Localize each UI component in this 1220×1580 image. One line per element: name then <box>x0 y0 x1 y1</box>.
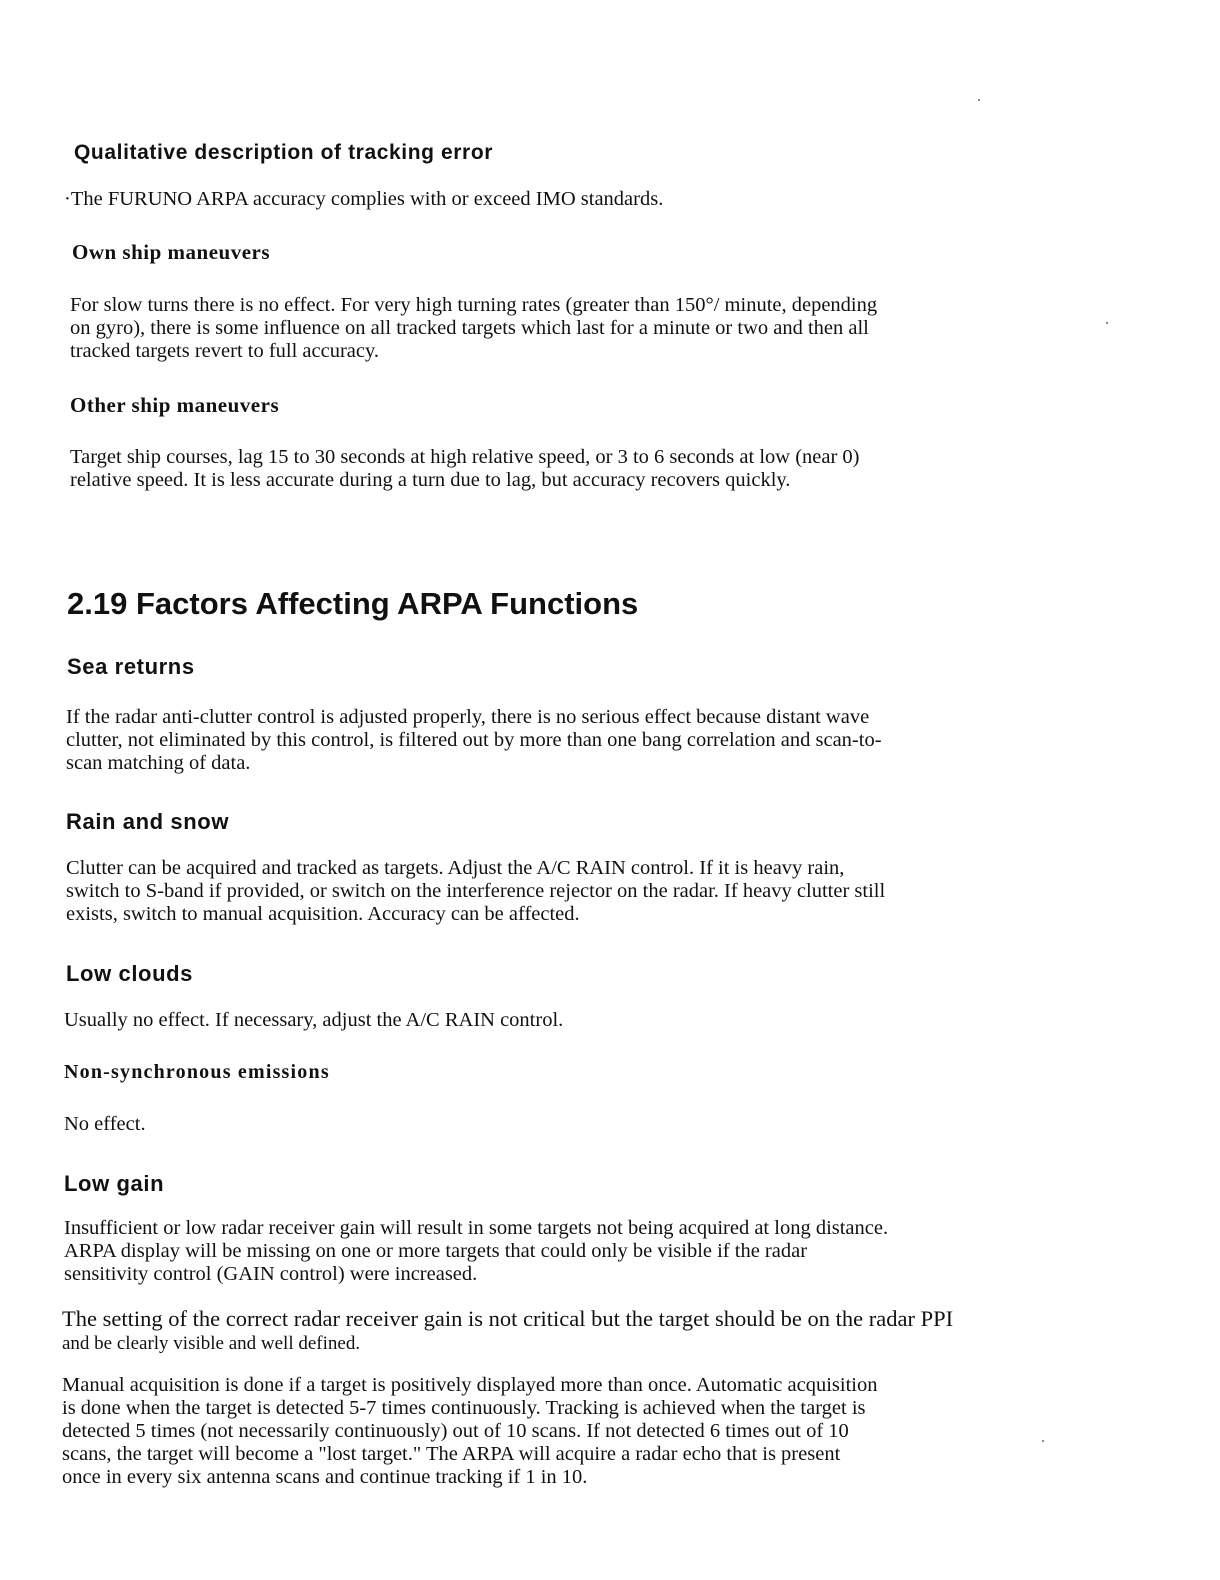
text-line: once in every six antenna scans and continue tracking if 1 in 10. <box>62 1466 588 1488</box>
heading-sea-returns: Sea returns <box>67 654 195 679</box>
text-line: Manual acquisition is done if a target is positively displayed more than once. Automatic acquisition <box>62 1374 878 1396</box>
scan-speck <box>1106 322 1108 324</box>
paragraph-own-ship-maneuvers <box>70 294 1030 363</box>
text-line: clutter, not eliminated by this control, is filtered out by more than one bang correlation and scan-to- <box>66 729 882 751</box>
text-line: relative speed. It is less accurate during a turn due to lag, but accuracy recovers quickly. <box>70 469 791 491</box>
paragraph-low-gain-2 <box>62 1306 1022 1356</box>
text-line: The setting of the correct radar receiver gain is not critical but the target should be on the radar PPI <box>62 1306 954 1331</box>
text-line: detected 5 times (not necessarily continuously) out of 10 scans. If not detected 6 times out of 10 <box>62 1420 849 1442</box>
text-line: If the radar anti-clutter control is adjusted properly, there is no serious effect because distant wave <box>66 706 870 728</box>
text-line: on gyro), there is some influence on all tracked targets which last for a minute or two and then all <box>70 317 869 339</box>
paragraph-low-gain-3 <box>62 1374 1022 1489</box>
section-title: 2.19 Factors Affecting ARPA Functions <box>67 586 639 621</box>
heading-non-synchronous-emissions: Non-synchronous emissions <box>64 1061 330 1083</box>
text-line: and be clearly visible and well defined. <box>62 1333 361 1354</box>
heading-other-ship-maneuvers: Other ship maneuvers <box>70 393 280 417</box>
text-line: For slow turns there is no effect. For very high turning rates (greater than 150°/ minute, depending <box>70 294 878 316</box>
text-line: ARPA display will be missing on one or more targets that could only be visible if the radar <box>64 1240 808 1262</box>
text-line: Usually no effect. If necessary, adjust the A/C RAIN control. <box>64 1009 564 1031</box>
text-line: No effect. <box>64 1113 146 1135</box>
text-line: scan matching of data. <box>66 752 251 774</box>
paragraph-other-ship-maneuvers <box>70 446 1030 492</box>
paragraph-sea-returns <box>66 706 1026 775</box>
scan-speck <box>978 99 980 101</box>
text-line: Insufficient or low radar receiver gain will result in some targets not being acquired at long distance. <box>64 1217 889 1239</box>
paragraph-low-gain-1 <box>64 1217 1024 1286</box>
paragraph-rain-and-snow <box>66 857 1026 926</box>
text-line: ·The FURUNO ARPA accuracy complies with or exceed IMO standards. <box>64 188 664 210</box>
paragraph-low-clouds <box>64 1009 1024 1032</box>
heading-own-ship-maneuvers: Own ship maneuvers <box>72 240 271 264</box>
text-line: sensitivity control (GAIN control) were increased. <box>64 1263 478 1285</box>
scan-speck <box>1042 1440 1044 1442</box>
paragraph-non-synchronous-emissions <box>64 1113 1024 1136</box>
heading-rain-and-snow: Rain and snow <box>66 809 230 834</box>
text-line: Clutter can be acquired and tracked as targets. Adjust the A/C RAIN control. If it is heavy rain, <box>66 857 845 879</box>
heading-low-gain: Low gain <box>64 1171 165 1196</box>
text-line: exists, switch to manual acquisition. Accuracy can be affected. <box>66 903 580 925</box>
heading-low-clouds: Low clouds <box>66 961 193 986</box>
paragraph-tracking-error-intro <box>64 188 1024 211</box>
text-line: Target ship courses, lag 15 to 30 seconds at high relative speed, or 3 to 6 seconds at low (near 0) <box>70 446 860 468</box>
text-line: scans, the target will become a "lost target." The ARPA will acquire a radar echo that is present <box>62 1443 841 1465</box>
text-line: tracked targets revert to full accuracy. <box>70 340 380 362</box>
text-line: switch to S-band if provided, or switch on the interference rejector on the radar. If heavy clutter still <box>66 880 886 902</box>
heading-tracking-error: Qualitative description of tracking error <box>74 141 494 164</box>
text-line: is done when the target is detected 5-7 times continuously. Tracking is achieved when the target is <box>62 1397 866 1419</box>
